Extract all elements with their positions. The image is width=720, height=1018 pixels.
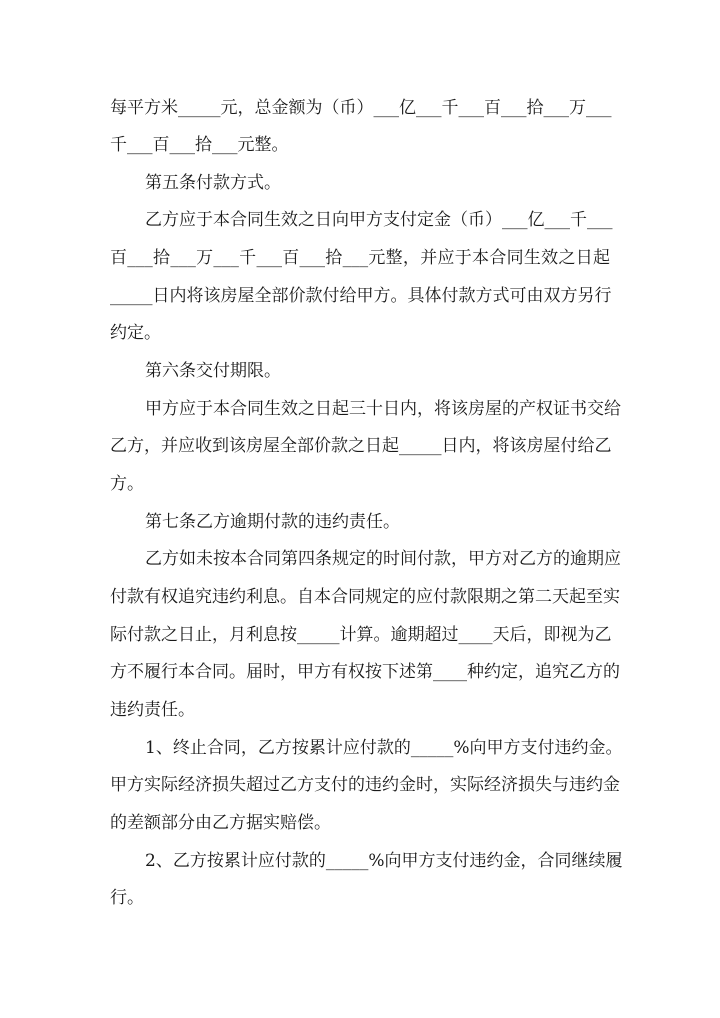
paragraph-line: 际付款之日止，月利息按_____计算。逾期超过____天后，即视为乙	[110, 625, 612, 645]
paragraph-line: 方不履行本合同。届时，甲方有权按下述第____种约定，追究乙方的	[110, 662, 620, 682]
paragraph-line: 乙方，并应收到该房屋全部价款之日起_____日内，将该房屋付给乙	[110, 436, 612, 456]
paragraph-line: 乙方如未按本合同第四条规定的时间付款，甲方对乙方的逾期应	[145, 549, 621, 569]
paragraph-line: 甲方实际经济损失超过乙方支付的违约金时，实际经济损失与违约金	[110, 775, 620, 795]
section-heading: 第五条付款方式。	[145, 173, 281, 193]
paragraph-line: 甲方应于本合同生效之日起三十日内，将该房屋的产权证书交给	[145, 399, 621, 419]
paragraph-line: 违约责任。	[110, 700, 195, 720]
clause-item: 1、终止合同，乙方按累计应付款的_____%向甲方支付违约金。	[145, 738, 623, 758]
paragraph-line: 每平方米_____元，总金额为（币）___亿___千___百___拾___万___	[110, 98, 612, 118]
section-heading: 第七条乙方逾期付款的违约责任。	[145, 512, 400, 532]
paragraph-line: _____日内将该房屋全部价款付给甲方。具体付款方式可由双方另行	[110, 286, 612, 306]
paragraph-line: 行。	[110, 888, 144, 908]
paragraph-line: 百___拾___万___千___百___拾___元整，并应于本合同生效之日起	[110, 248, 610, 268]
paragraph-line: 千___百___拾___元整。	[110, 135, 289, 155]
paragraph-line: 乙方应于本合同生效之日向甲方支付定金（币）___亿___千___	[145, 210, 613, 230]
paragraph-line: 方。	[110, 474, 144, 494]
clause-item: 2、乙方按累计应付款的_____%向甲方支付违约金，合同继续履	[145, 851, 623, 871]
paragraph-line: 约定。	[110, 323, 161, 343]
section-heading: 第六条交付期限。	[145, 361, 281, 381]
paragraph-line: 付款有权追究违约利息。自本合同规定的应付款限期之第二天起至实	[110, 587, 620, 607]
paragraph-line: 的差额部分由乙方据实赔偿。	[110, 813, 331, 833]
